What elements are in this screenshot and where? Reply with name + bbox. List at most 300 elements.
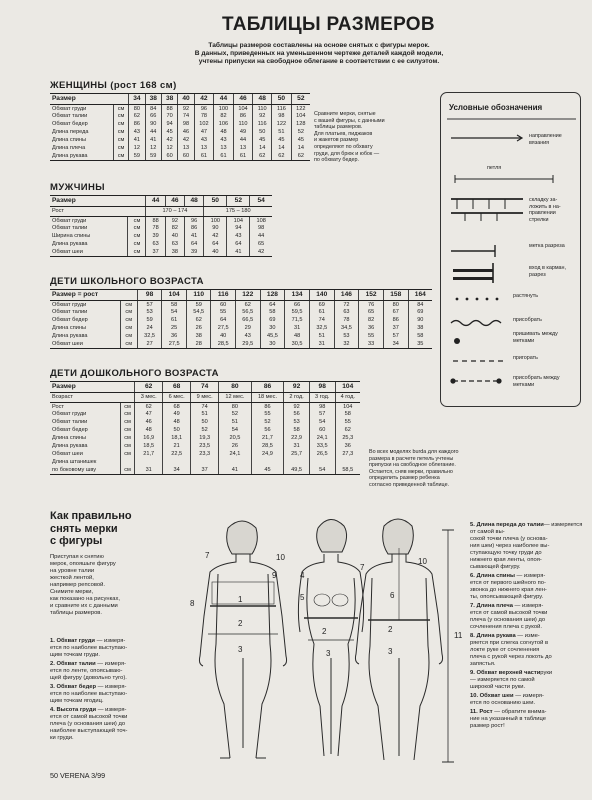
- row-value: 96: [194, 105, 214, 113]
- row-value: 28,5: [211, 341, 235, 349]
- row-value: 27,5: [211, 325, 235, 333]
- row-value: 41: [227, 249, 250, 257]
- row-unit: см: [120, 341, 137, 349]
- row-value: 13: [178, 145, 194, 153]
- row-value: 34: [163, 467, 191, 475]
- table-row: [50, 393, 360, 403]
- row-value: 58: [284, 427, 310, 435]
- table-row: [50, 317, 432, 325]
- row-value: 57: [383, 333, 408, 341]
- header-size: 134: [285, 290, 310, 301]
- measure-text: ется по наиболее выступаю-: [50, 645, 128, 651]
- legend-item: [513, 375, 560, 388]
- measure-text: запястья.: [470, 661, 496, 667]
- legend-text: складку за-: [529, 197, 558, 203]
- row-value: 64: [211, 317, 235, 325]
- table-row: [50, 419, 360, 427]
- row-value: 45: [291, 137, 310, 145]
- measure-item: [470, 633, 585, 668]
- row-value: 53: [334, 333, 359, 341]
- row-value: 62: [335, 427, 360, 435]
- row-value: 26,5: [309, 451, 335, 459]
- age-label: Возраст: [50, 393, 135, 403]
- row-value: 63: [146, 241, 165, 249]
- row-value: 94: [227, 225, 250, 233]
- row-value: 30: [260, 341, 285, 349]
- row-value: 33,5: [309, 443, 335, 451]
- measure-name: 11. Рост: [470, 709, 493, 715]
- measure-text: — измеря-: [95, 661, 127, 667]
- table-row: [50, 233, 272, 241]
- fig-num-8: 8: [190, 599, 195, 608]
- table-row: [50, 113, 310, 121]
- row-value: 29,5: [235, 341, 260, 349]
- row-value: 108: [250, 217, 272, 225]
- row-label: Обхват талии: [52, 224, 88, 231]
- row-value: 78: [194, 113, 214, 121]
- row-value: 42: [204, 233, 227, 241]
- row-value: 69: [260, 317, 285, 325]
- age-value: 4 год.: [335, 393, 360, 403]
- row-value: 72: [334, 301, 359, 309]
- row-value: 41: [145, 137, 161, 145]
- row-value: 25: [162, 325, 187, 333]
- row-value: 40: [211, 333, 235, 341]
- table-row: [50, 217, 272, 225]
- row-value: 50: [191, 419, 219, 427]
- measure-item: [470, 693, 585, 707]
- text-line: Во всех моделях burda для каждого: [369, 449, 459, 455]
- pleat-symbol: [451, 199, 523, 221]
- height-range: 175 – 180: [204, 207, 272, 217]
- fig-num-5: 5: [300, 593, 305, 602]
- row-label: Обхват груди: [52, 302, 87, 308]
- row-value: 39: [146, 233, 165, 241]
- measure-item: [470, 522, 585, 571]
- fig-num-6: 6: [390, 591, 395, 600]
- row-value: 51: [309, 333, 334, 341]
- header-label: Размер: [50, 382, 135, 393]
- row-value: 78: [334, 317, 359, 325]
- measure-text: плеча (у основания шеи) до: [50, 721, 126, 727]
- row-value: 116: [253, 121, 272, 129]
- row-value: 104: [227, 217, 250, 225]
- row-value: 31: [284, 443, 310, 451]
- row-value: 106: [214, 121, 234, 129]
- row-value: 59: [129, 153, 145, 161]
- preschool-title: ДЕТИ ДОШКОЛЬНОГО ВОЗРАСТА: [50, 368, 219, 379]
- measure-line: [470, 603, 585, 610]
- measure-text: ется от самой высокой точки: [50, 714, 128, 720]
- row-label: Обхват груди: [52, 218, 87, 224]
- row-value: 45: [272, 137, 292, 145]
- row-value: 42: [178, 137, 194, 145]
- row-value: 76: [359, 301, 384, 309]
- row-value: 40: [165, 233, 184, 241]
- row-value: 98: [178, 121, 194, 129]
- row-value: 28,5: [251, 443, 284, 451]
- row-value: 16,9: [135, 435, 163, 443]
- legend-text: растянуть: [513, 293, 539, 299]
- text-line: припуски на свободное облегание.: [369, 462, 456, 469]
- row-value: 78: [146, 225, 165, 233]
- figure-front-dimensions: [298, 519, 363, 756]
- row-value: 44: [233, 137, 253, 145]
- row-value: 60: [178, 153, 194, 161]
- page-title: ТАБЛИЦЫ РАЗМЕРОВ: [222, 14, 435, 35]
- measure-name: 2. Обхват талии: [50, 661, 96, 667]
- row-unit: см: [120, 301, 137, 309]
- row-value: 52: [191, 427, 219, 435]
- text-line: Сравните мерки, снятые: [314, 111, 376, 117]
- gather-symbol: [451, 321, 501, 326]
- row-label: Рост: [52, 404, 64, 410]
- table-row: [50, 309, 432, 317]
- row-value: 62: [291, 153, 310, 161]
- row-value: 13: [214, 145, 234, 153]
- text-line: определить размер ребенка: [369, 475, 440, 482]
- row-value: 43: [227, 233, 250, 241]
- row-value: 58: [335, 411, 360, 419]
- measure-text: — измеря-: [96, 684, 127, 690]
- row-value: 30,5: [285, 341, 310, 349]
- row-value: 110: [233, 121, 253, 129]
- measure-text: ступающую точку груди до: [470, 550, 542, 556]
- row-value: 104: [291, 113, 310, 121]
- row-value: 60: [211, 301, 235, 309]
- row-value: 54: [309, 467, 335, 475]
- row-value: 27,5: [162, 341, 187, 349]
- table-row: [50, 301, 432, 309]
- row-value: 54: [162, 309, 187, 317]
- header-size: 46: [165, 196, 184, 207]
- measure-text: локте руке от сочленения: [470, 647, 540, 653]
- header-size: 52: [227, 196, 250, 207]
- header-size: 50: [272, 94, 292, 105]
- row-value: 28: [187, 341, 211, 349]
- measure-name: 5. Длина переда до талии: [470, 522, 544, 528]
- text-line: груди, для брюк и юбок —: [314, 150, 380, 157]
- row-value: 36: [359, 325, 384, 333]
- row-value: 122: [291, 105, 310, 113]
- row-value: 92: [253, 113, 272, 121]
- row-value: 32: [334, 341, 359, 349]
- row-value: 41: [219, 467, 252, 475]
- row-value: 18,5: [135, 443, 163, 451]
- header-size: 62: [135, 382, 163, 393]
- measure-text: ки груди.: [50, 735, 74, 741]
- row-value: 31: [285, 325, 310, 333]
- header-size: 42: [194, 94, 214, 105]
- row-value: 61: [214, 153, 234, 161]
- row-unit: см: [128, 233, 146, 241]
- row-unit: см: [120, 309, 137, 317]
- row-label: Длина рукава: [50, 153, 113, 161]
- table-row: [50, 451, 360, 459]
- header-size: 146: [334, 290, 359, 301]
- row-value: 29: [235, 325, 260, 333]
- header-size: 116: [211, 290, 235, 301]
- row-value: 26: [219, 443, 252, 451]
- row-unit: см: [120, 435, 134, 443]
- measure-list-right: [470, 522, 585, 732]
- row-unit: см: [120, 317, 137, 325]
- row-value: 88: [161, 105, 177, 113]
- fig-num-7: 7: [205, 551, 210, 560]
- row-value: 92: [178, 105, 194, 113]
- table-row: [50, 207, 272, 217]
- table-row: [50, 467, 360, 475]
- row-value: [284, 459, 310, 467]
- measure-text: сывающей фигуру.: [470, 564, 521, 570]
- stretch-symbol: [456, 298, 499, 301]
- legend-text: правлении: [529, 210, 556, 216]
- fig-num-3c: 3: [388, 647, 393, 656]
- pocket-symbol: [453, 263, 493, 283]
- row-value: 40: [204, 249, 227, 257]
- row-value: 53: [137, 309, 161, 317]
- row-value: 43: [194, 137, 214, 145]
- row-value: 54: [309, 419, 335, 427]
- measure-text: — измеряется по самой: [470, 677, 535, 683]
- row-value: [219, 459, 252, 467]
- row-unit: см: [128, 241, 146, 249]
- row-value: 39: [185, 249, 204, 257]
- header-size: 52: [291, 94, 310, 105]
- fig-num-7b: 7: [360, 563, 365, 572]
- row-value: 86: [383, 317, 408, 325]
- table-row: [50, 145, 310, 153]
- fig-num-10a: 10: [276, 553, 285, 562]
- row-unit: [120, 459, 134, 467]
- row-label: по боковому шву: [50, 467, 120, 475]
- intro-text: Таблицы размеров составлены на основе снятых с фигуры мерок. В данных, приведенных на уменьшенном чертеже деталей каждой модели, учтены припуски на свободное облегание в соответствии с ее силуэтом.: [194, 42, 444, 66]
- age-value: 2 год.: [284, 393, 310, 403]
- row-value: 68: [163, 403, 191, 411]
- row-value: 98: [250, 225, 272, 233]
- row-value: 55: [251, 411, 284, 419]
- row-label: Длина рукава: [52, 240, 88, 247]
- row-label: Обхват бедер: [52, 120, 88, 127]
- row-value: 59: [137, 317, 161, 325]
- row-label: Длина рукава: [52, 442, 88, 449]
- arrow-symbol: [451, 135, 522, 141]
- measure-text: широкой части руки.: [470, 684, 526, 690]
- measure-item: [470, 603, 585, 631]
- header-size: 164: [408, 290, 432, 301]
- row-value: 90: [145, 121, 161, 129]
- text-line: и жакетов размер: [314, 137, 359, 144]
- row-unit: см: [120, 403, 134, 411]
- header-size: 48: [185, 196, 204, 207]
- text-line: Остается, сняв мерки, правильно: [369, 468, 453, 475]
- row-value: 37: [383, 325, 408, 333]
- men-table: [50, 195, 272, 257]
- age-value: 6 мес.: [163, 393, 191, 403]
- row-value: 69: [408, 309, 432, 317]
- row-value: 48: [214, 129, 234, 137]
- legend-box: [440, 92, 581, 407]
- row-value: 13: [233, 145, 253, 153]
- row-value: 48: [135, 427, 163, 435]
- table-row: [50, 341, 432, 349]
- measure-text: — измеря-: [513, 693, 544, 699]
- row-unit: см: [113, 105, 128, 113]
- measure-text: щим точкам ягодиц.: [50, 698, 104, 704]
- fig-num-11: 11: [454, 631, 463, 640]
- text-line: таблицы размеров.: [50, 610, 102, 616]
- legend-item: [529, 133, 562, 146]
- row-value: 92: [165, 217, 184, 225]
- fig-num-3b: 3: [326, 649, 331, 658]
- row-value: 51: [219, 419, 252, 427]
- row-value: 24,1: [219, 451, 252, 459]
- measure-line: [470, 573, 585, 580]
- measure-text: — измеря-: [512, 603, 544, 609]
- row-value: 45: [253, 137, 272, 145]
- measure-name: 8. Длина рукава: [470, 633, 516, 639]
- measure-text: ется по основанию шеи.: [470, 700, 536, 706]
- row-value: 25,7: [284, 451, 310, 459]
- gather-mark-symbol: [450, 378, 501, 383]
- legend-text: вязания: [529, 139, 550, 146]
- row-value: 50: [253, 129, 272, 137]
- table-row: [50, 443, 360, 451]
- measure-item: [470, 709, 585, 730]
- school-table: [50, 289, 432, 349]
- row-value: 110: [253, 105, 272, 113]
- measure-line: [470, 670, 585, 677]
- header-size: 34: [129, 94, 145, 105]
- table-row: [50, 153, 310, 161]
- row-value: 22,5: [163, 451, 191, 459]
- row-value: 64: [204, 241, 227, 249]
- row-value: 44: [145, 129, 161, 137]
- legend-text: петля: [487, 165, 502, 171]
- measure-name: 10. Обхват шеи: [470, 693, 514, 699]
- row-value: 62: [129, 113, 145, 121]
- header-label: Размер: [50, 94, 129, 105]
- row-value: 18,1: [163, 435, 191, 443]
- row-value: 36: [162, 333, 187, 341]
- row-value: 55: [359, 333, 384, 341]
- header-size: 104: [335, 382, 360, 393]
- row-label: Длина переда: [52, 128, 89, 135]
- row-value: 58: [260, 309, 285, 317]
- row-value: 44: [250, 233, 272, 241]
- header-size: 104: [162, 290, 187, 301]
- row-value: 62: [235, 301, 260, 309]
- measure-text: звонка до нижнего края лен-: [470, 587, 547, 593]
- figure-illustration: [150, 508, 470, 770]
- age-value: 9 мес.: [191, 393, 219, 403]
- row-value: 86: [185, 225, 204, 233]
- women-title: ЖЕНЩИНЫ (рост 168 см): [50, 80, 177, 91]
- row-value: 33: [359, 341, 384, 349]
- row-value: 84: [145, 105, 161, 113]
- row-value: [163, 459, 191, 467]
- text-line: Снимите мерки,: [50, 589, 94, 595]
- row-label: Обхват бедер: [52, 316, 88, 323]
- row-value: 27,3: [335, 451, 360, 459]
- text-line: жесткой лентой,: [50, 575, 94, 581]
- table-row: [50, 411, 360, 419]
- legend-item: [487, 165, 501, 172]
- row-unit: см: [120, 467, 134, 475]
- row-value: 51: [191, 411, 219, 419]
- measure-name: 4. Высота груди: [50, 707, 97, 713]
- age-value: 18 мес.: [251, 393, 284, 403]
- measure-text: сокой точки плеча (у основа-: [470, 536, 548, 542]
- measure-text: нижнего края ленты, опоя-: [470, 557, 542, 563]
- table-row: [50, 459, 360, 467]
- header-size: 44: [214, 94, 234, 105]
- header-label: Размер = рост: [50, 290, 137, 301]
- row-value: 41: [185, 233, 204, 241]
- measure-text: — измеряется от самой вы-: [470, 522, 583, 535]
- row-value: 59: [187, 301, 211, 309]
- row-value: 65: [359, 309, 384, 317]
- measure-text: плеча с рукой через локоть до: [470, 654, 552, 660]
- fig-num-2c: 2: [388, 625, 393, 634]
- row-value: 34,5: [334, 325, 359, 333]
- row-value: [135, 459, 163, 467]
- women-note: [314, 111, 429, 164]
- row-value: 61: [194, 153, 214, 161]
- legend-text: метками: [513, 337, 535, 344]
- row-value: 21: [163, 443, 191, 451]
- row-unit: см: [120, 333, 137, 341]
- table-row: [50, 333, 432, 341]
- row-value: 66: [285, 301, 310, 309]
- table-row: [50, 325, 432, 333]
- row-value: 36: [335, 443, 360, 451]
- row-value: 32,5: [309, 325, 334, 333]
- header-size: 98: [137, 290, 161, 301]
- row-value: 86: [129, 121, 145, 129]
- row-value: 41: [129, 137, 145, 145]
- age-value: 3 год.: [309, 393, 335, 403]
- row-value: 94: [161, 121, 177, 129]
- row-value: 12: [129, 145, 145, 153]
- row-value: 24,1: [309, 435, 335, 443]
- row-value: 56,5: [235, 309, 260, 317]
- legend-text: метка разреза: [529, 243, 565, 249]
- row-value: 69: [309, 301, 334, 309]
- measure-text: руки: [540, 670, 553, 676]
- row-value: 74: [178, 113, 194, 121]
- row-value: 45,5: [260, 333, 285, 341]
- row-value: 100: [214, 105, 234, 113]
- fig-num-3a: 3: [238, 645, 243, 654]
- text-line: как показано на рисунках,: [50, 596, 121, 602]
- row-value: 42: [250, 249, 272, 257]
- row-unit: см: [120, 411, 134, 419]
- row-value: 66,5: [235, 317, 260, 325]
- table-row: [50, 94, 310, 105]
- row-value: 21,7: [251, 435, 284, 443]
- measure-text: плеча (у основания шеи) до: [470, 617, 546, 623]
- row-value: 47: [194, 129, 214, 137]
- table-row: [50, 105, 310, 113]
- table-row: [50, 196, 272, 207]
- row-value: 23,5: [191, 443, 219, 451]
- table-row: [50, 382, 360, 393]
- row-value: 90: [204, 225, 227, 233]
- school-title: ДЕТИ ШКОЛЬНОГО ВОЗРАСТА: [50, 276, 204, 287]
- row-value: 12: [161, 145, 177, 153]
- legend-text: присобрать между: [513, 375, 560, 381]
